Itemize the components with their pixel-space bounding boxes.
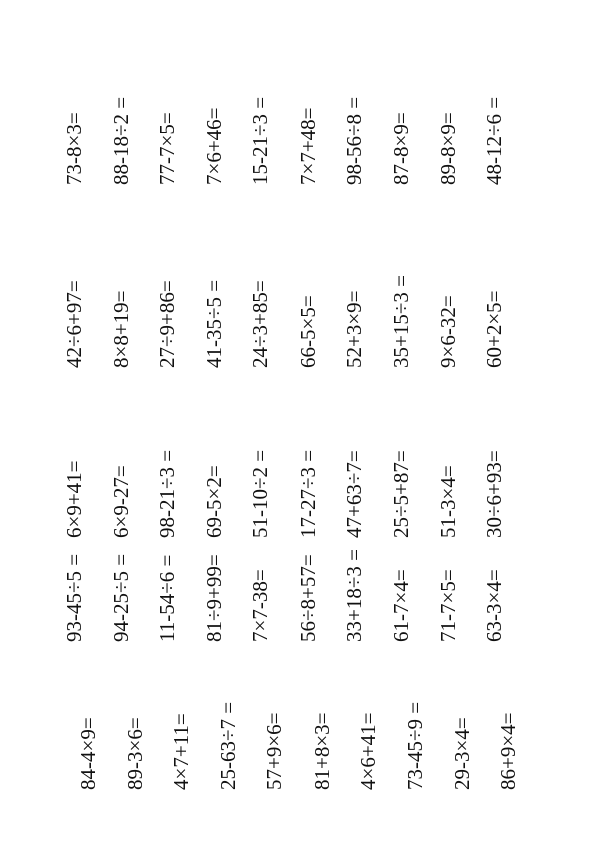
math-problem: 30÷6+93=	[482, 450, 506, 538]
math-problem: 61-7×4=	[389, 569, 413, 642]
math-problem: 33+18÷3 =	[342, 549, 366, 642]
math-problem: 4×7+11=	[169, 713, 193, 790]
math-problem: 6×9+41=	[62, 460, 86, 538]
math-problem: 63-3×4=	[482, 569, 506, 642]
math-problem: 98-56÷8 =	[342, 96, 366, 185]
math-problem: 27÷9+86=	[155, 280, 179, 368]
math-problem: 25-63÷7 =	[216, 701, 240, 790]
math-problem: 69-5×2=	[202, 465, 226, 538]
math-problem: 4×6+41=	[356, 712, 380, 790]
math-problem: 77-7×5=	[155, 112, 179, 185]
math-problem: 66-5×5=	[296, 295, 320, 368]
math-problem: 47+63÷7=	[342, 450, 366, 538]
math-problem: 57+9×6=	[262, 712, 286, 790]
math-problem: 51-3×4=	[436, 465, 460, 538]
math-problem: 60+2×5=	[482, 290, 506, 368]
math-problem: 56÷8+57=	[296, 554, 320, 642]
math-problem: 11-54÷6 =	[155, 554, 179, 642]
math-problem: 73-45÷9 =	[403, 701, 427, 790]
math-problem: 88-18÷2 =	[109, 96, 133, 185]
math-problem: 41-35÷5 =	[202, 279, 226, 368]
math-problem: 87-8×9=	[389, 112, 413, 185]
math-problem: 81÷9+99=	[202, 554, 226, 642]
math-problem: 6×9-27=	[109, 465, 133, 538]
math-problem: 8×8+19=	[109, 290, 133, 368]
math-problem: 7×6+46=	[202, 107, 226, 185]
math-problem: 29-3×4=	[450, 717, 474, 790]
math-problem: 81+8×3=	[310, 712, 334, 790]
math-problem: 25÷5+87=	[389, 450, 413, 538]
math-problem: 24÷3+85=	[248, 280, 272, 368]
math-problem: 71-7×5=	[436, 569, 460, 642]
math-problem: 7×7-38=	[248, 569, 272, 642]
math-problem: 84-4×9=	[76, 717, 100, 790]
math-problem: 42÷6+97=	[62, 280, 86, 368]
math-problem: 86+9×4=	[496, 712, 520, 790]
math-problem: 15-21÷3 =	[248, 96, 272, 185]
math-problem: 94-25÷5 =	[109, 553, 133, 642]
math-problem: 73-8×3=	[62, 112, 86, 185]
math-problem: 52+3×9=	[342, 290, 366, 368]
math-problem: 7×7+48=	[296, 107, 320, 185]
math-problem: 89-8×9=	[436, 112, 460, 185]
math-problem: 35+15÷3 =	[389, 275, 413, 368]
math-problem: 93-45÷5 =	[62, 553, 86, 642]
math-problem: 48-12÷6 =	[482, 96, 506, 185]
math-problem: 89-3×6=	[123, 717, 147, 790]
math-problem: 9×6-32=	[436, 295, 460, 368]
math-problem: 51-10÷2 =	[248, 449, 272, 538]
math-problem: 98-21÷3 =	[155, 449, 179, 538]
math-problem: 17-27÷3 =	[296, 449, 320, 538]
